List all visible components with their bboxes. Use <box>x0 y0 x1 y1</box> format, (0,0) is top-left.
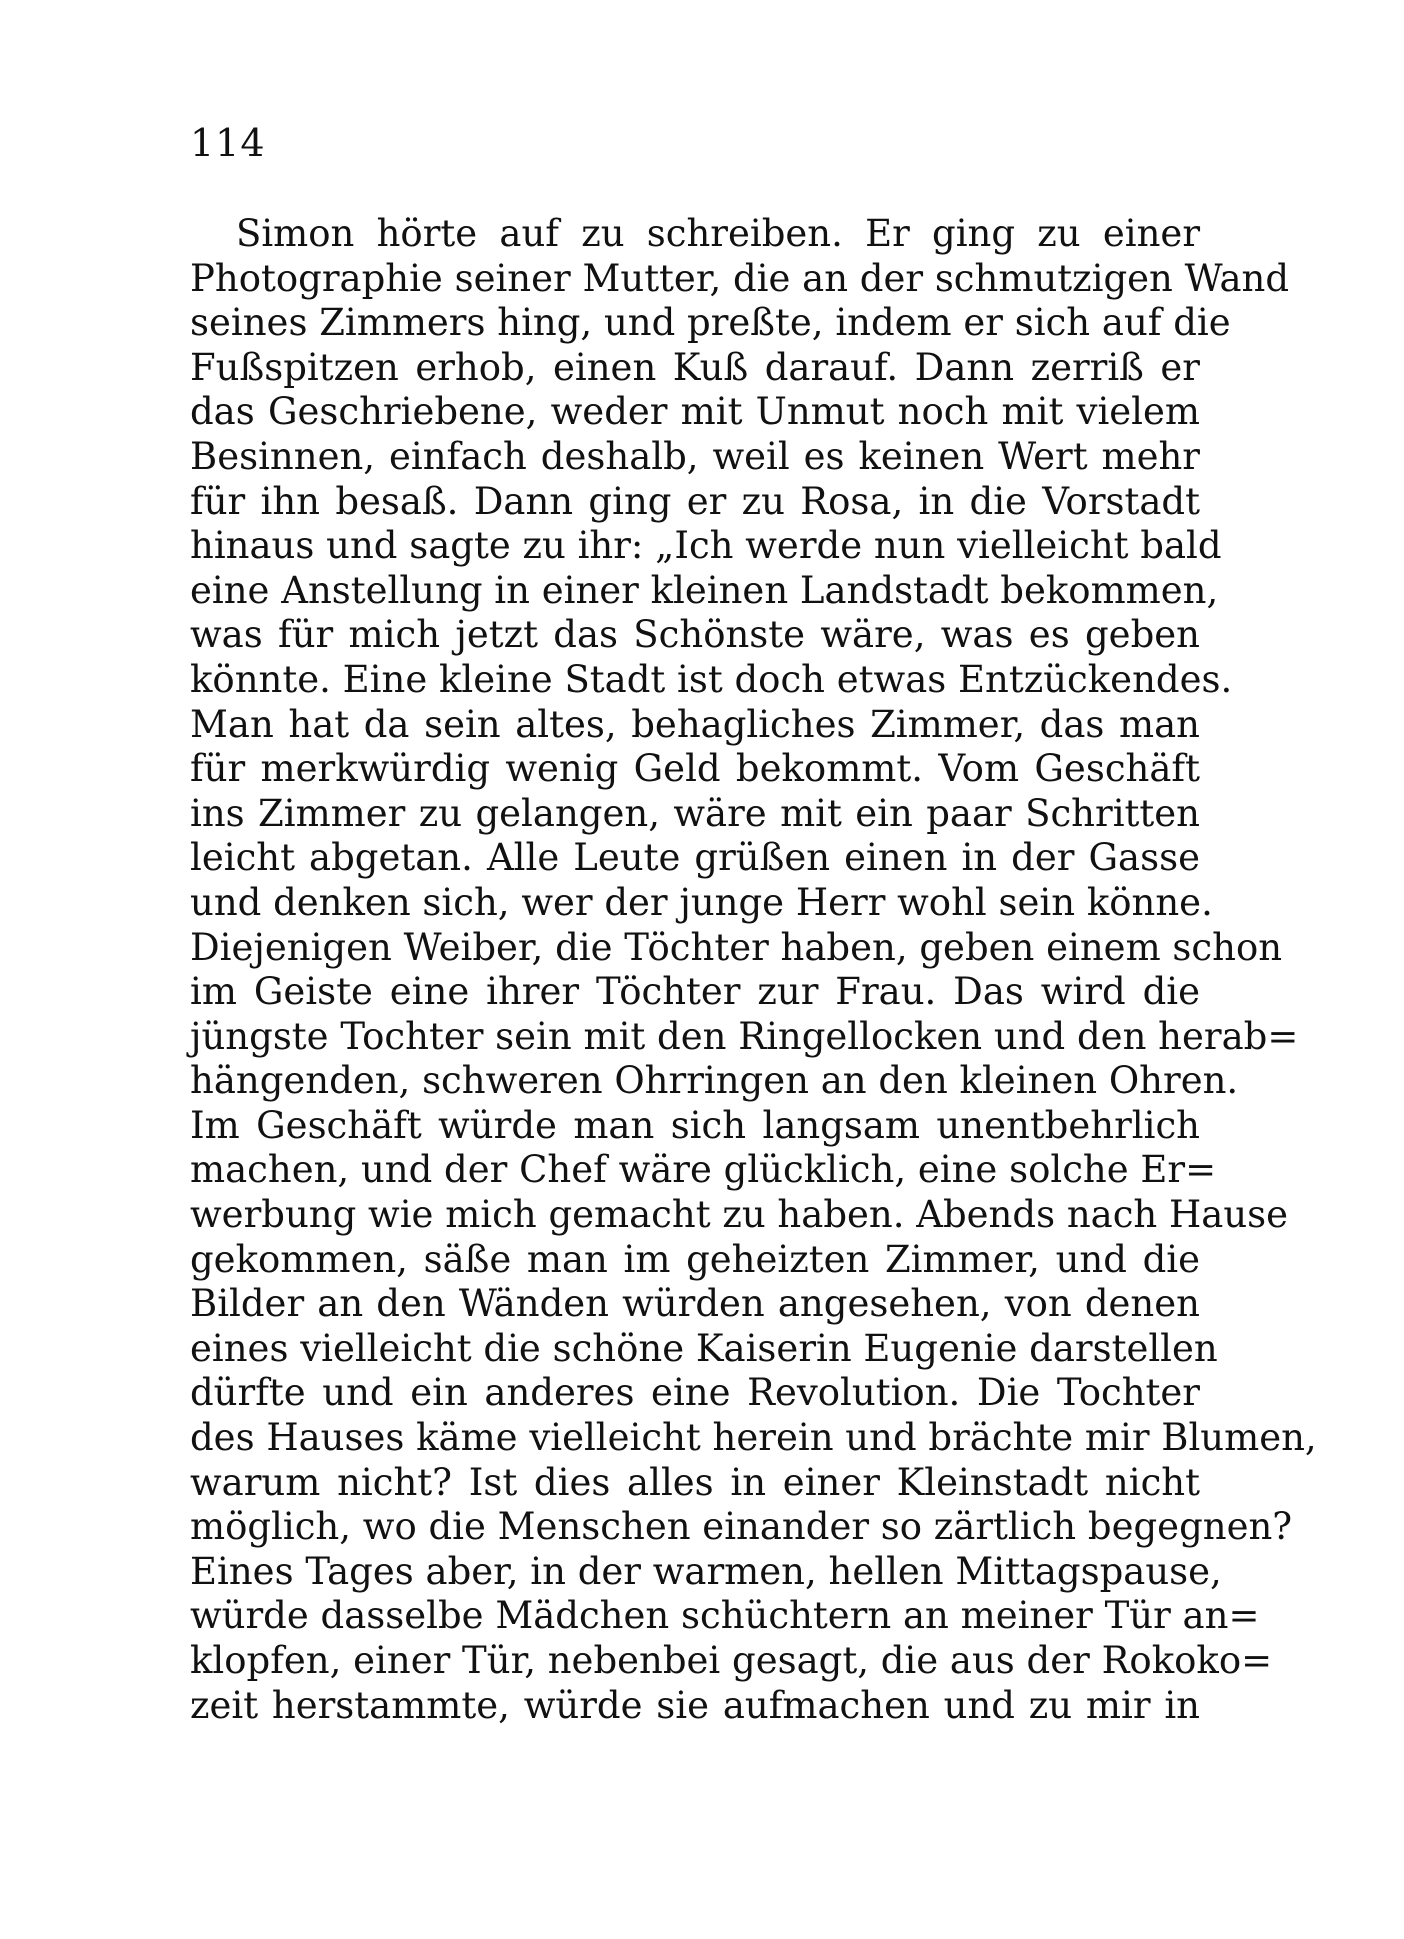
text-line: für merkwürdig wenig Geld bekommt. Vom Geschäft <box>190 747 1200 791</box>
text-line: hinaus und sagte zu ihr: „Ich werde nun vielleicht bald <box>190 524 1222 568</box>
text-line: Eines Tages aber, in der warmen, hellen Mittagspause, <box>190 1549 1222 1593</box>
text-line: eines vielleicht die schöne Kaiserin Eugenie darstellen <box>190 1326 1218 1370</box>
text-line: Photographie seiner Mutter, die an der schmutzigen Wand <box>190 256 1290 300</box>
text-line: eine Anstellung in einer kleinen Landstadt bekommen, <box>190 568 1219 612</box>
text-line: Man hat da sein altes, behagliches Zimmer, das man <box>190 702 1200 746</box>
page-number: 114 <box>190 121 266 165</box>
text-line: Simon hörte auf zu schreiben. Er ging zu einer <box>236 212 1200 255</box>
text-line: Im Geschäft würde man sich langsam unentbehrlich <box>190 1103 1200 1147</box>
text-line: das Geschriebene, weder mit Unmut noch mit vielem <box>190 390 1200 434</box>
text-line: für ihn besaß. Dann ging er zu Rosa, in die Vorstadt <box>190 479 1200 523</box>
text-line: Diejenigen Weiber, die Töchter haben, geben einem schon <box>190 925 1283 969</box>
text-line: ins Zimmer zu gelangen, wäre mit ein paar Schritten <box>190 791 1200 835</box>
text-line: seines Zimmers hing, und preßte, indem er sich auf die <box>190 301 1231 345</box>
text-line: könnte. Eine kleine Stadt ist doch etwas Entzückendes. <box>190 657 1233 701</box>
text-line: dürfte und ein anderes eine Revolution. Die Tochter <box>190 1371 1200 1415</box>
text-line: was für mich jetzt das Schönste wäre, was es geben <box>190 613 1200 657</box>
text-line: leicht abgetan. Alle Leute grüßen einen in der Gasse <box>190 836 1200 880</box>
text-line: werbung wie mich gemacht zu haben. Abends nach Hause <box>190 1193 1289 1237</box>
text-line: möglich, wo die Menschen einander so zärtlich begegnen? <box>190 1505 1293 1549</box>
text-line: im Geiste eine ihrer Töchter zur Frau. Das wird die <box>190 970 1200 1014</box>
text-line: zeit herstammte, würde sie aufmachen und zu mir in <box>190 1683 1200 1727</box>
text-line: und denken sich, wer der junge Herr wohl sein könne. <box>190 880 1213 924</box>
text-line: Bilder an den Wänden würden angesehen, von denen <box>190 1282 1200 1326</box>
text-line: Fußspitzen erhob, einen Kuß darauf. Dann zerriß er <box>190 345 1200 389</box>
text-line: gekommen, säße man im geheizten Zimmer, und die <box>190 1237 1200 1281</box>
text-line: warum nicht? Ist dies alles in einer Kleinstadt nicht <box>190 1460 1200 1504</box>
text-line: machen, und der Chef wäre glücklich, eine solche Er= <box>190 1148 1217 1192</box>
text-line: jüngste Tochter sein mit den Ringellocken und den herab= <box>190 1014 1299 1058</box>
text-line: Besinnen, einfach deshalb, weil es keinen Wert mehr <box>190 434 1200 478</box>
text-line: hängenden, schweren Ohrringen an den kleinen Ohren. <box>190 1059 1239 1103</box>
text-line: würde dasselbe Mädchen schüchtern an meiner Tür an= <box>190 1594 1260 1638</box>
text-line: klopfen, einer Tür, nebenbei gesagt, die aus der Rokoko= <box>190 1639 1273 1682</box>
text-line: des Hauses käme vielleicht herein und brächte mir Blumen, <box>190 1416 1317 1460</box>
body-text <box>190 212 1317 1728</box>
